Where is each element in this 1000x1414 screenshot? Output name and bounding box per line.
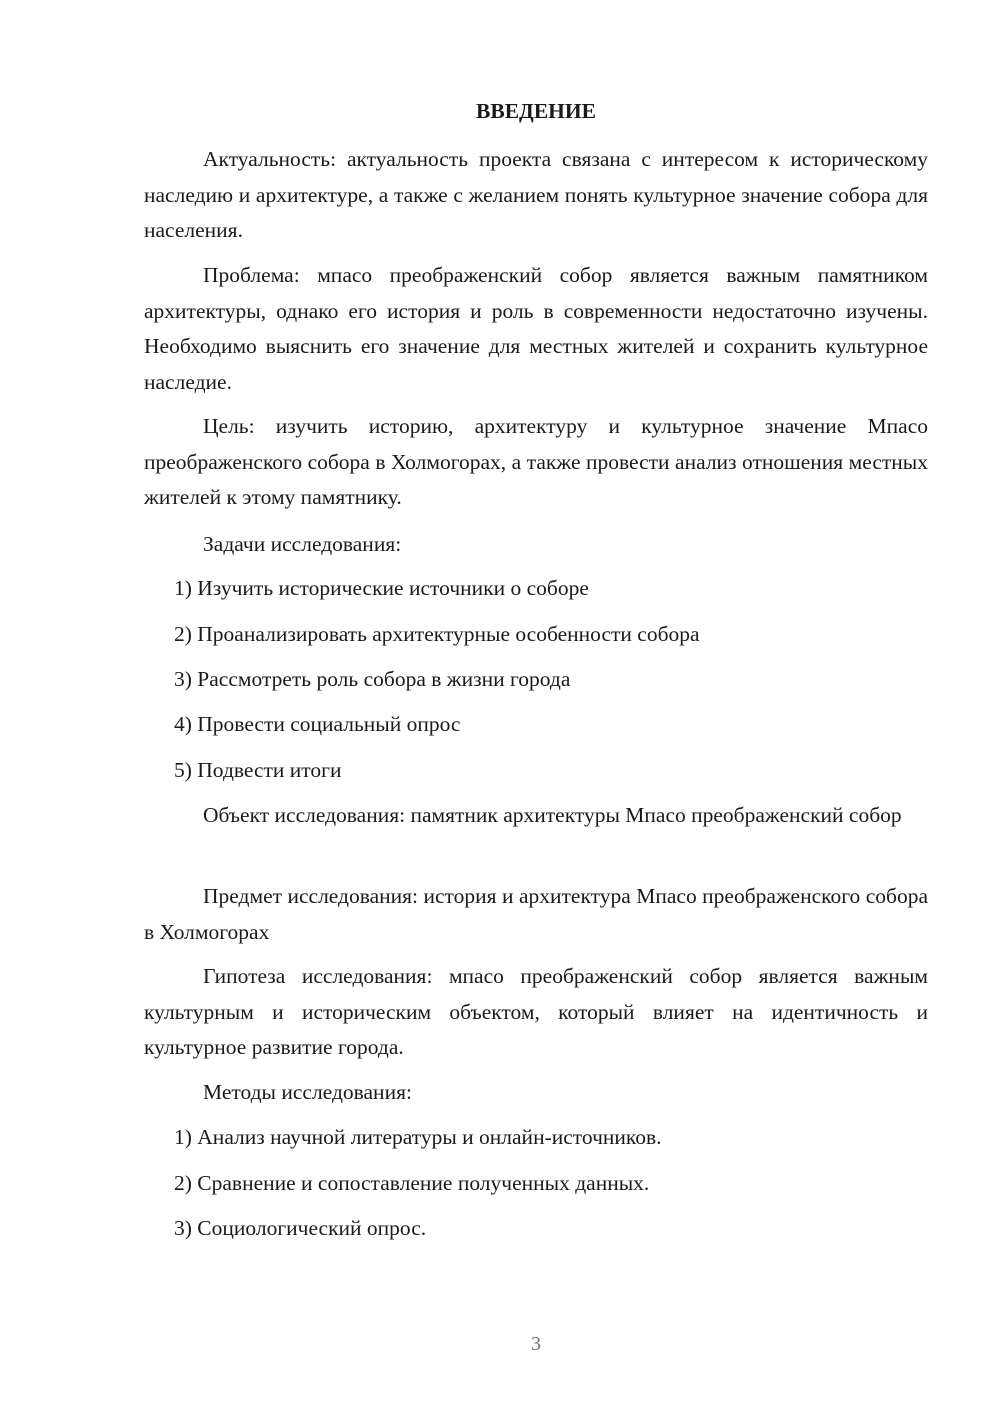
- page-number: 3: [531, 1333, 541, 1355]
- subject-paragraph: Предмет исследования: история и архитектура Мпасо преображенского собора в Холмогорах: [144, 884, 928, 944]
- list-item: 3) Рассмотреть роль собора в жизни города: [174, 667, 571, 691]
- list-item: 2) Сравнение и сопоставление полученных данных.: [174, 1171, 650, 1195]
- list-item: 3) Социологический опрос.: [174, 1216, 427, 1240]
- hypothesis-paragraph: Гипотеза исследования: мпасо преображенский собор является важным культурным и историческим объектом, который влияет на идентичность и культурное развитие города.: [144, 964, 928, 1059]
- list-item: 4) Провести социальный опрос: [174, 712, 461, 736]
- page-title: ВВЕДЕНИЕ: [476, 99, 596, 123]
- problem-paragraph: Проблема: мпасо преображенский собор является важным памятником архитектуры, однако его история и роль в современности недостаточно изучены. Необходимо выяснить его значение для местных жителей и сохранить культурное наследие.: [144, 263, 928, 394]
- relevance-paragraph: Актуальность: актуальность проекта связана с интересом к историческому наследию и архитектуре, а также с желанием понять культурное значение собора для населения.: [144, 147, 928, 242]
- list-item: 5) Подвести итоги: [174, 758, 342, 782]
- list-item: 1) Изучить исторические источники о соборе: [174, 576, 589, 600]
- methods-heading: Методы исследования:: [203, 1080, 412, 1104]
- object-paragraph: Объект исследования: памятник архитектуры Мпасо преображенский собор: [203, 803, 902, 827]
- goal-paragraph: Цель: изучить историю, архитектуру и культурное значение Мпасо преображенского собора в Холмогорах, а также провести анализ отношения местных жителей к этому памятнику.: [144, 414, 928, 509]
- tasks-heading: Задачи исследования:: [203, 532, 402, 556]
- list-item: 1) Анализ научной литературы и онлайн-источников.: [174, 1125, 662, 1149]
- list-item: 2) Проанализировать архитектурные особенности собора: [174, 622, 700, 646]
